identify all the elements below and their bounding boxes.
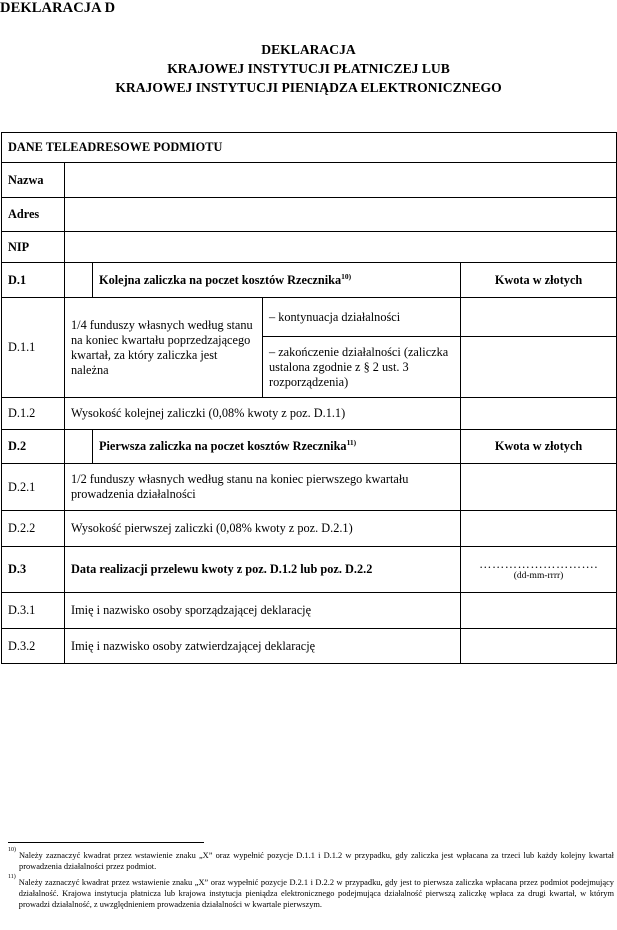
d3-title: Data realizacji przelewu kwoty z poz. D.1.2 lub poz. D.2.2 xyxy=(65,547,461,593)
address-label: Adres xyxy=(2,198,65,232)
d2-2-description: Wysokość pierwszej zaliczki (0,08% kwoty z poz. D.2.1) xyxy=(65,511,461,547)
d1-code: D.1 xyxy=(2,263,65,298)
document-label: DEKLARACJA D xyxy=(0,0,116,16)
title-line-2: KRAJOWEJ INSTYTUCJI PŁATNICZEJ LUB xyxy=(167,61,450,76)
d1-title-cell xyxy=(93,263,461,298)
d3-row xyxy=(2,547,617,593)
d1-amount-header: Kwota w złotych xyxy=(461,263,617,298)
d3-2-row xyxy=(2,629,617,664)
d3-1-code: D.3.1 xyxy=(2,593,65,629)
footnote-10-text: Należy zaznaczyć kwadrat przez wstawienie znaku „X” oraz wypełnić pozycje D.1.1 i D.1.2 w przypadku, gdy zaliczka jest wpłacana za trzeci lub każdy kolejny kwartał prowadzenia działalności przez podmiot. xyxy=(19,851,614,871)
address-row xyxy=(2,198,617,232)
footnote-11-number: 11) xyxy=(8,874,16,880)
d3-date-format: (dd-mm-rrrr) xyxy=(513,570,564,581)
d1-2-description: Wysokość kolejnej zaliczki (0,08% kwoty z poz. D.1.1) xyxy=(65,398,461,430)
footnotes xyxy=(8,847,614,915)
nip-row xyxy=(2,232,617,263)
d1-1-option-continuation: – kontynuacja działalności xyxy=(263,298,461,337)
d1-1-option-termination: – zakończenie działalności (zaliczka ustalona zgodnie z § 2 ust. 3 rozporządzenia) xyxy=(263,337,461,398)
d3-1-field[interactable] xyxy=(461,593,617,629)
footnote-11 xyxy=(8,874,614,910)
d3-1-row xyxy=(2,593,617,629)
d2-footnote-ref: 11) xyxy=(346,437,357,447)
title-line-1: DEKLARACJA xyxy=(261,42,356,57)
footnote-11-text: Należy zaznaczyć kwadrat przez wstawienie znaku „X” oraz wypełnić pozycje D.2.1 i D.2.2 w przypadku, gdy jest to pierwsza zaliczka wpłacana przez podmiot podejmujący działalność. Krajowa instytucja płatnicza lub krajowa instytucja pieniądza elektronicznego podejmująca działalność pierwszą zaliczkę wpłaca za drugi kwartał, w którym prowadzi działalność, z uwzględnieniem prowadzenia działalności w kwartale pierwszym. xyxy=(18,878,614,909)
d2-1-code: D.2.1 xyxy=(2,464,65,511)
d1-2-row xyxy=(2,398,617,430)
footnote-divider xyxy=(8,842,204,843)
d3-date-field[interactable] xyxy=(461,547,617,593)
d1-header-row xyxy=(2,263,617,298)
title-line-3: KRAJOWEJ INSTYTUCJI PIENIĄDZA ELEKTRONICZNEGO xyxy=(115,80,502,95)
d1-title: Kolejna zaliczka na poczet kosztów Rzecznika xyxy=(99,272,342,287)
d2-1-amount[interactable] xyxy=(461,464,617,511)
section-header-row xyxy=(2,133,617,163)
d2-2-code: D.2.2 xyxy=(2,511,65,547)
d1-1-amount-continuation[interactable] xyxy=(461,298,617,337)
d2-amount-header: Kwota w złotych xyxy=(461,430,617,464)
address-field[interactable] xyxy=(65,198,617,232)
name-row xyxy=(2,163,617,198)
d1-2-code: D.1.2 xyxy=(2,398,65,430)
d2-1-row xyxy=(2,464,617,511)
d2-checkbox[interactable] xyxy=(65,430,93,464)
d2-title: Pierwsza zaliczka na poczet kosztów Rzecznika xyxy=(99,439,347,453)
d1-1-code: D.1.1 xyxy=(2,298,65,398)
d3-code: D.3 xyxy=(2,547,65,593)
d2-2-row xyxy=(2,511,617,547)
d1-1-description: 1/4 funduszy własnych według stanu na koniec kwartału poprzedzającego kwartał, za który zaliczka jest należna xyxy=(65,298,263,398)
declaration-table xyxy=(1,132,617,664)
d2-code: D.2 xyxy=(2,430,65,464)
nip-field[interactable] xyxy=(65,232,617,263)
d2-title-cell xyxy=(93,430,461,464)
name-label: Nazwa xyxy=(2,163,65,198)
d3-2-code: D.3.2 xyxy=(2,629,65,664)
nip-label: NIP xyxy=(2,232,65,263)
d1-1-amount-termination[interactable] xyxy=(461,337,617,398)
d1-2-amount[interactable] xyxy=(461,398,617,430)
form-title xyxy=(0,40,617,97)
d3-2-description: Imię i nazwisko osoby zatwierdzającej deklarację xyxy=(65,629,461,664)
d1-checkbox[interactable] xyxy=(65,263,93,298)
d2-2-amount[interactable] xyxy=(461,511,617,547)
d2-header-row xyxy=(2,430,617,464)
d3-date-dots: ………………………. xyxy=(479,556,598,571)
d1-1-row-continuation xyxy=(2,298,617,337)
name-field[interactable] xyxy=(65,163,617,198)
d2-1-description: 1/2 funduszy własnych według stanu na koniec pierwszego kwartału prowadzenia działalności xyxy=(65,464,461,511)
section-header: DANE TELEADRESOWE PODMIOTU xyxy=(2,133,617,163)
footnote-10 xyxy=(8,847,614,872)
footnote-10-number: 10) xyxy=(8,847,16,853)
d3-1-description: Imię i nazwisko osoby sporządzającej deklarację xyxy=(65,593,461,629)
d1-footnote-ref: 10) xyxy=(341,271,352,281)
d3-2-field[interactable] xyxy=(461,629,617,664)
